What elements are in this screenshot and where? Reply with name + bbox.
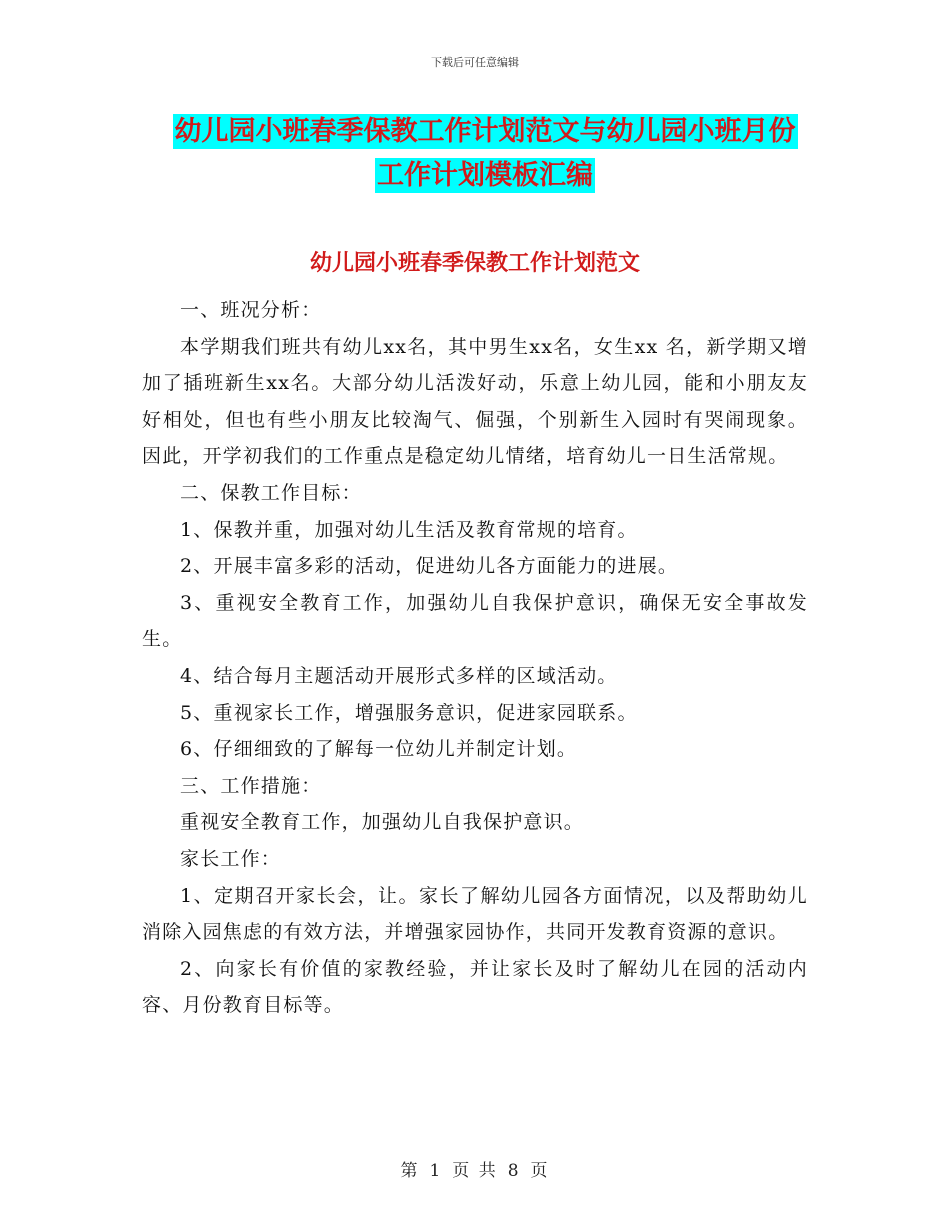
heading-class-analysis: 一、班况分析： [180, 299, 322, 321]
goal-item-3: 3、重视安全教育工作，加强幼儿自我保护意识，确保无安全事故发生。 [142, 591, 808, 651]
page-footer [0, 1156, 950, 1181]
heading-goals: 二、保教工作目标： [180, 481, 362, 504]
goal-item-2: 2、开展丰富多彩的活动，促进幼儿各方面能力的进展。 [180, 555, 679, 578]
heading-parent-work: 家长工作： [180, 847, 282, 870]
page-total: 8 [507, 1161, 521, 1181]
header-note: 下载后可任意编辑 [431, 56, 519, 69]
goal-item-4: 4、结合每月主题活动开展形式多样的区域活动。 [180, 664, 618, 687]
document-title [150, 110, 820, 198]
page-number: 1 [429, 1161, 443, 1181]
footer-middle: 页 共 [452, 1161, 498, 1181]
paragraph-class-analysis: 本学期我们班共有幼儿xx名，其中男生xx名，女生xx 名，新学期又增加了插班新生xx名。大部分幼儿活泼好动，乐意上幼儿园，能和小朋友友好相处，但也有些小朋友比较淘气、倔强，个别新生入园时有哭闹现象。因此，开学初我们的工作重点是稳定幼儿情绪，培育幼儿一日生活常规。 [142, 335, 808, 468]
heading-measures: 三、工作措施： [180, 774, 322, 797]
document-title-line-2: 工作计划模板汇编 [377, 160, 593, 191]
section-title: 幼儿园小班春季保教工作计划范文 [309, 251, 640, 276]
goal-item-6: 6、仔细细致的了解每一位幼儿并制定计划。 [180, 738, 578, 761]
document-title-line-1: 幼儿园小班春季保教工作计划范文与幼儿园小班月份 [174, 116, 796, 147]
parent-item-2: 2、向家长有价值的家教经验，并让家长及时了解幼儿在园的活动内容、月份教育目标等。 [142, 957, 808, 1017]
footer-prefix: 第 [400, 1161, 420, 1181]
footer-suffix: 页 [530, 1161, 550, 1181]
parent-item-1: 1、定期召开家长会，让。家长了解幼儿园各方面情况，以及帮助幼儿消除入园焦虑的有效方法，并增强家园协作，共同开发教育资源的意识。 [142, 884, 808, 944]
measure-safety: 重视安全教育工作，加强幼儿自我保护意识。 [180, 811, 585, 834]
goal-item-1: 1、保教并重，加强对幼儿生活及教育常规的培育。 [180, 518, 638, 541]
document-body [142, 292, 808, 1024]
goal-item-5: 5、重视家长工作，增强服务意识，促进家园联系。 [180, 701, 638, 724]
